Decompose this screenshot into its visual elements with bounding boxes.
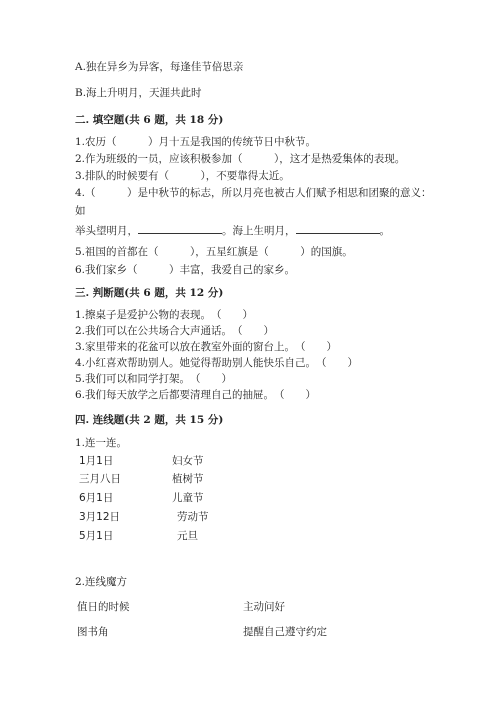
section2-title: 二. 填空题(共 6 题，共 18 分) — [75, 114, 224, 126]
judge-q3: 3.家里带来的花盆可以放在教室外面的窗台上。 （ ） — [75, 341, 338, 353]
judge-q5: 5.我们可以和同学打架。 （ ） — [75, 373, 233, 385]
poem-part-c: 。 — [379, 225, 390, 237]
left-item-1[interactable]: 值日的时候 — [77, 601, 130, 613]
poem-part-a: 举头望明月， — [75, 225, 138, 237]
fill-q4-line1: 4.（ ）是中秋节的标志，所以月亮也被古人们赋予相思和团聚的意义： — [75, 187, 432, 199]
date-3[interactable]: 6月1日 — [79, 492, 114, 504]
blank-line-1 — [138, 223, 222, 234]
match-q2: 2.连线魔方 — [75, 576, 128, 588]
left-item-2[interactable]: 图书角 — [77, 626, 109, 638]
date-5[interactable]: 5月1日 — [79, 530, 114, 542]
right-item-2[interactable]: 提醒自己遵守约定 — [243, 626, 327, 638]
fill-q4-poem — [75, 223, 390, 238]
date-2[interactable]: 三月八日 — [79, 473, 121, 485]
fill-q1: 1.农历（ ）月十五是我国的传统节日中秋节。 — [75, 136, 317, 148]
fill-q5: 5.祖国的首都在（ ），五星红旗是（ ）的国旗。 — [75, 246, 353, 258]
festival-2[interactable]: 植树节 — [172, 473, 204, 485]
judge-q1: 1.擦桌子是爱护公物的表现。 （ ） — [75, 309, 254, 321]
fill-q6: 6.我们家乡（ ）丰富，我爱自己的家乡。 — [75, 264, 296, 276]
section3-title: 三. 判断题(共 6 题，共 12 分) — [75, 287, 224, 299]
fill-q3: 3.排队的时候要有（ ），不要靠得太近。 — [75, 170, 290, 182]
poem-part-b: 。海上生明月， — [222, 225, 296, 237]
blank-line-2 — [296, 223, 380, 234]
option-b: B.海上升明月，天涯共此时 — [75, 87, 202, 99]
fill-q2: 2.作为班级的一员，应该积极参加（ ），这才是热爱集体的表现。 — [75, 153, 406, 165]
judge-q6: 6.我们每天放学之后都要清理自己的抽屉。 （ ） — [75, 389, 317, 401]
judge-q4: 4.小红喜欢帮助别人。她觉得帮助别人能快乐自己。 （ ） — [75, 357, 359, 369]
section4-title: 四. 连线题(共 2 题，共 15 分) — [75, 414, 224, 426]
festival-5[interactable]: 元旦 — [177, 530, 198, 542]
option-a: A.独在异乡为异客，每逢佳节倍思亲 — [75, 61, 244, 73]
right-item-1[interactable]: 主动问好 — [243, 601, 285, 613]
festival-3[interactable]: 儿童节 — [172, 492, 204, 504]
match-q1: 1.连一连。 — [75, 437, 128, 449]
judge-q2: 2.我们可以在公共场合大声通话。 （ ） — [75, 325, 275, 337]
date-1[interactable]: 1月1日 — [79, 455, 114, 467]
festival-4[interactable]: 劳动节 — [177, 511, 209, 523]
fill-q4-line2: 如 — [75, 205, 86, 217]
date-4[interactable]: 3月12日 — [79, 511, 121, 523]
festival-1[interactable]: 妇女节 — [172, 455, 204, 467]
